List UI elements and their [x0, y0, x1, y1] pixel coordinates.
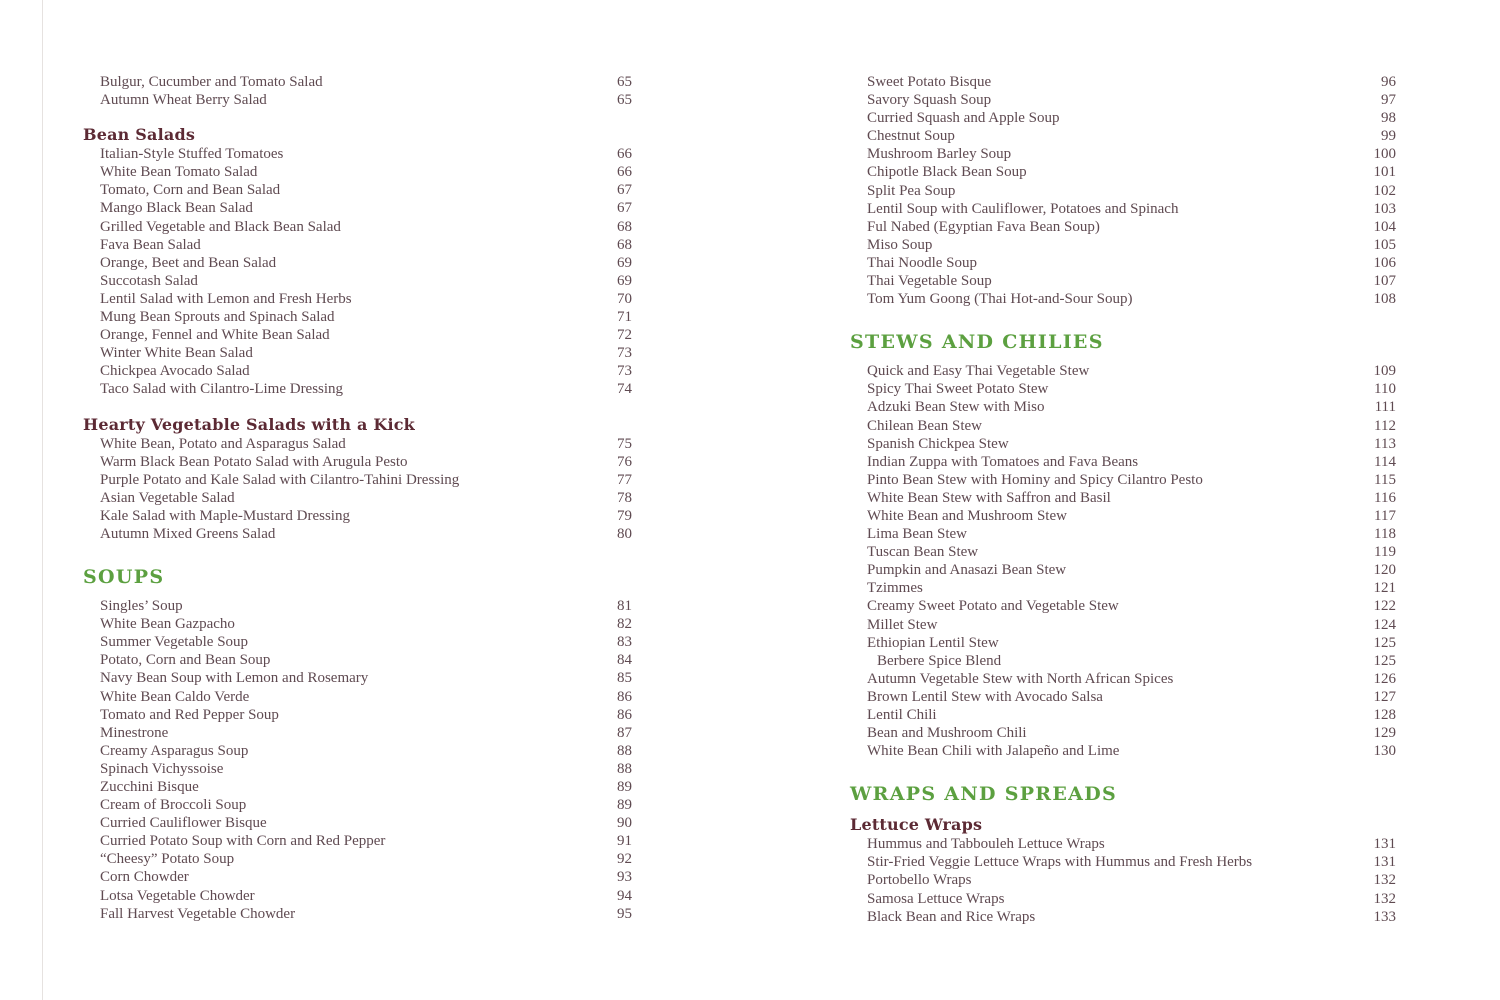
page-number: 128 [1373, 707, 1396, 723]
toc-entry [83, 796, 632, 814]
recipe-title: Purple Potato and Kale Salad with Cilantro-Tahini Dressing [100, 471, 460, 488]
toc-entry [850, 489, 1396, 507]
recipe-title: Lotsa Vegetable Chowder [100, 887, 255, 904]
page-number: 130 [1373, 743, 1396, 760]
page-number: 88 [617, 742, 632, 759]
page-number: 98 [1381, 110, 1396, 127]
page-number: 92 [617, 851, 632, 868]
recipe-title: Warm Black Bean Potato Salad with Arugula Pesto [100, 453, 408, 470]
page-number: 108 [1373, 291, 1396, 308]
page-number: 73 [617, 345, 632, 362]
toc-entry [83, 91, 632, 109]
toc-entry [83, 633, 632, 651]
toc-entry [83, 453, 632, 471]
page-number: 107 [1373, 273, 1396, 290]
toc-entry [850, 507, 1396, 525]
recipe-title: Indian Zuppa with Tomatoes and Fava Beans [867, 453, 1139, 470]
toc-entry [850, 616, 1396, 634]
recipe-title: Potato, Corn and Bean Soup [100, 652, 271, 669]
recipe-title: Fava Bean Salad [100, 236, 201, 253]
toc-entry [850, 200, 1396, 218]
toc-entry [83, 905, 632, 923]
page-number: 129 [1373, 725, 1396, 742]
page-number: 70 [617, 290, 632, 307]
toc-entry [83, 145, 632, 163]
recipe-title: Portobello Wraps [867, 872, 972, 889]
page-number: 66 [617, 164, 632, 181]
recipe-title: Creamy Asparagus Soup [100, 742, 249, 759]
toc-entry [83, 218, 632, 236]
toc-entry [83, 272, 632, 290]
page-number: 88 [617, 760, 632, 777]
page-number: 94 [617, 887, 632, 904]
toc-entry [83, 742, 632, 760]
recipe-title: Minestrone [100, 724, 169, 741]
page-number: 109 [1373, 363, 1396, 380]
recipe-title: Tomato and Red Pepper Soup [100, 706, 279, 723]
toc-entry [850, 835, 1396, 853]
page-number: 65 [617, 92, 632, 109]
recipe-title: Mango Black Bean Salad [100, 200, 253, 217]
recipe-title: Samosa Lettuce Wraps [867, 890, 1005, 907]
recipe-title: Tomato, Corn and Bean Salad [100, 182, 281, 199]
page-number: 127 [1373, 688, 1396, 705]
page-number: 104 [1373, 218, 1396, 235]
section-heading-stews-and-chilies: STEWS AND CHILIES [850, 331, 1104, 354]
toc-entry [850, 525, 1396, 543]
toc-entry [850, 73, 1396, 91]
toc-entry [850, 218, 1396, 236]
page-number: 74 [617, 381, 632, 398]
page-number: 122 [1373, 598, 1396, 615]
recipe-title: Lentil Chili [867, 707, 937, 723]
recipe-title: Lentil Soup with Cauliflower, Potatoes and Spinach [867, 200, 1179, 217]
page-number: 115 [1374, 471, 1396, 488]
page-number: 110 [1374, 381, 1396, 398]
recipe-title: Chestnut Soup [867, 128, 955, 145]
page-number: 103 [1373, 200, 1396, 217]
toc-entry [850, 742, 1396, 760]
toc-entry [850, 652, 1396, 670]
page-number: 89 [617, 797, 632, 814]
recipe-title: Split Pea Soup [867, 182, 956, 199]
toc-entry [83, 615, 632, 633]
toc-entry [83, 308, 632, 326]
page-number: 96 [1381, 74, 1396, 90]
page-number: 101 [1373, 164, 1396, 181]
toc-entry [83, 814, 632, 832]
page-number: 132 [1373, 872, 1396, 889]
page-number: 99 [1381, 128, 1396, 145]
toc-entry [83, 887, 632, 905]
recipe-title: Asian Vegetable Salad [100, 489, 235, 506]
toc-entry [850, 109, 1396, 127]
recipe-title: Black Bean and Rice Wraps [867, 908, 1036, 925]
toc-entry [850, 290, 1396, 308]
page-number: 120 [1373, 562, 1396, 579]
page-number: 131 [1373, 854, 1396, 871]
section-heading-wraps-and-spreads: WRAPS AND SPREADS [850, 783, 1118, 806]
page-number: 84 [617, 652, 632, 669]
toc-entry [850, 597, 1396, 615]
page-number: 83 [617, 634, 632, 651]
recipe-title: Succotash Salad [100, 272, 198, 289]
page-number: 102 [1373, 182, 1396, 199]
recipe-title: Sweet Potato Bisque [867, 74, 992, 90]
page-number: 80 [617, 525, 632, 542]
recipe-title: Winter White Bean Salad [100, 345, 253, 362]
page-number: 68 [617, 218, 632, 235]
section-heading-soups: SOUPS [83, 566, 165, 589]
page-number: 76 [617, 453, 632, 470]
toc-entry [83, 380, 632, 398]
page-number: 113 [1374, 435, 1396, 452]
recipe-title: White Bean Chili with Jalapeño and Lime [867, 743, 1120, 760]
toc-entry [83, 435, 632, 453]
page-number: 68 [617, 236, 632, 253]
toc-entry [83, 868, 632, 886]
page-number: 116 [1374, 489, 1396, 506]
page-number: 86 [617, 706, 632, 723]
recipe-title: Corn Chowder [100, 869, 189, 886]
toc-entry [850, 453, 1396, 471]
recipe-title: Thai Noodle Soup [867, 254, 977, 271]
toc-entry [850, 724, 1396, 742]
page-number: 87 [617, 724, 632, 741]
recipe-title: Lima Bean Stew [867, 526, 967, 543]
toc-entry [850, 579, 1396, 597]
page-number: 93 [617, 869, 632, 886]
toc-entry [83, 344, 632, 362]
page-number: 78 [617, 489, 632, 506]
page-number: 118 [1374, 526, 1396, 543]
recipe-title: Orange, Fennel and White Bean Salad [100, 327, 330, 344]
recipe-title: White Bean and Mushroom Stew [867, 507, 1067, 524]
page-number: 132 [1373, 890, 1396, 907]
recipe-title: Bulgur, Cucumber and Tomato Salad [100, 74, 323, 90]
toc-entry [83, 669, 632, 687]
page-number: 114 [1374, 453, 1396, 470]
recipe-title: Curried Potato Soup with Corn and Red Pepper [100, 833, 386, 850]
toc-entry [83, 651, 632, 669]
toc-entry [83, 778, 632, 796]
page-number: 126 [1373, 670, 1396, 687]
toc-entry [850, 163, 1396, 181]
toc-entry [83, 597, 632, 615]
recipe-title: White Bean Caldo Verde [100, 688, 250, 705]
toc-entry [83, 850, 632, 868]
recipe-title: Chilean Bean Stew [867, 417, 982, 434]
page-number: 112 [1374, 417, 1396, 434]
toc-entry [850, 145, 1396, 163]
toc-entry [83, 706, 632, 724]
toc-entry [83, 724, 632, 742]
recipe-title: Pinto Bean Stew with Hominy and Spicy Cilantro Pesto [867, 471, 1203, 488]
page-number: 125 [1373, 634, 1396, 651]
toc-entry [850, 417, 1396, 435]
page-number: 71 [617, 309, 632, 326]
page-number: 90 [617, 815, 632, 832]
toc-entry [850, 435, 1396, 453]
recipe-title: Adzuki Bean Stew with Miso [867, 399, 1045, 416]
page-number: 124 [1373, 616, 1396, 633]
recipe-title: Navy Bean Soup with Lemon and Rosemary [100, 670, 369, 687]
recipe-title: Grilled Vegetable and Black Bean Salad [100, 218, 341, 235]
page-number: 69 [617, 254, 632, 271]
toc-entry [850, 543, 1396, 561]
page-number: 111 [1374, 399, 1396, 416]
page-number: 75 [617, 435, 632, 452]
recipe-title: Ethiopian Lentil Stew [867, 634, 999, 651]
toc-entry [850, 853, 1396, 871]
page-number: 67 [617, 182, 632, 199]
recipe-title: “Cheesy” Potato Soup [100, 851, 235, 868]
toc-entry [850, 908, 1396, 926]
recipe-title: Ful Nabed (Egyptian Fava Bean Soup) [867, 218, 1100, 235]
recipe-title: Chipotle Black Bean Soup [867, 164, 1027, 181]
toc-entry [83, 507, 632, 525]
page-number: 77 [617, 471, 632, 488]
recipe-title: White Bean Gazpacho [100, 616, 235, 633]
subsection-heading-bean-salads: Bean Salads [83, 125, 196, 145]
toc-entry [83, 760, 632, 778]
recipe-title: Mung Bean Sprouts and Spinach Salad [100, 309, 335, 326]
recipe-title: Tzimmes [867, 580, 923, 597]
toc-entry [83, 73, 632, 91]
page-number: 131 [1373, 836, 1396, 853]
subsection-heading-hearty-vegetable-salads-with-a-kick: Hearty Vegetable Salads with a Kick [83, 414, 415, 434]
recipe-title: Thai Vegetable Soup [867, 273, 992, 290]
page-number: 65 [617, 74, 632, 90]
recipe-title: Summer Vegetable Soup [100, 634, 249, 651]
toc-entry [850, 670, 1396, 688]
page-number: 121 [1373, 580, 1396, 597]
subsection-heading-lettuce-wraps: Lettuce Wraps [850, 815, 983, 835]
page-edge-line [42, 0, 43, 1000]
recipe-title: Kale Salad with Maple-Mustard Dressing [100, 507, 350, 524]
recipe-title: Autumn Wheat Berry Salad [100, 92, 267, 109]
toc-entry [850, 871, 1396, 889]
toc-entry [83, 181, 632, 199]
page-number: 69 [617, 272, 632, 289]
toc-entry [850, 706, 1396, 724]
recipe-title: Brown Lentil Stew with Avocado Salsa [867, 688, 1103, 705]
recipe-title: Spanish Chickpea Stew [867, 435, 1009, 452]
recipe-title: White Bean, Potato and Asparagus Salad [100, 435, 346, 452]
recipe-title: Autumn Mixed Greens Salad [100, 525, 276, 542]
toc-entry [83, 254, 632, 272]
toc-entry [850, 890, 1396, 908]
toc-entry [850, 380, 1396, 398]
recipe-title: Spicy Thai Sweet Potato Stew [867, 381, 1049, 398]
page-number: 95 [617, 905, 632, 922]
page-number: 105 [1373, 236, 1396, 253]
page-number: 66 [617, 146, 632, 163]
page-number: 125 [1373, 652, 1396, 669]
recipe-title: Savory Squash Soup [867, 92, 992, 109]
page-number: 85 [617, 670, 632, 687]
toc-entry [850, 91, 1396, 109]
toc-entry [83, 832, 632, 850]
page-number: 100 [1373, 146, 1396, 163]
page-number: 117 [1374, 507, 1396, 524]
toc-entry [83, 471, 632, 489]
toc-entry [850, 362, 1396, 380]
page-number: 86 [617, 688, 632, 705]
recipe-title: Italian-Style Stuffed Tomatoes [100, 146, 284, 163]
recipe-title: Chickpea Avocado Salad [100, 363, 250, 380]
recipe-title: Spinach Vichyssoise [100, 760, 224, 777]
recipe-title: Pumpkin and Anasazi Bean Stew [867, 562, 1067, 579]
recipe-title: Stir-Fried Veggie Lettuce Wraps with Hummus and Fresh Herbs [867, 854, 1253, 871]
page-number: 106 [1373, 254, 1396, 271]
page-number: 79 [617, 507, 632, 524]
recipe-title: Millet Stew [867, 616, 938, 633]
page-number: 97 [1381, 92, 1396, 109]
toc-entry [850, 254, 1396, 272]
recipe-title: Curried Cauliflower Bisque [100, 815, 267, 832]
recipe-title: White Bean Stew with Saffron and Basil [867, 489, 1111, 506]
recipe-title: Berbere Spice Blend [877, 652, 1002, 669]
toc-entry [850, 182, 1396, 200]
toc-entry [83, 290, 632, 308]
toc-entry [850, 561, 1396, 579]
toc-column-right [850, 73, 1396, 926]
toc-entry [850, 688, 1396, 706]
toc-entry [83, 362, 632, 380]
recipe-title: Curried Squash and Apple Soup [867, 110, 1060, 127]
recipe-title: Lentil Salad with Lemon and Fresh Herbs [100, 290, 352, 307]
recipe-title: Autumn Vegetable Stew with North African Spices [867, 670, 1174, 687]
toc-entry [83, 525, 632, 543]
recipe-title: Mushroom Barley Soup [867, 146, 1012, 163]
page-number: 73 [617, 363, 632, 380]
recipe-title: Miso Soup [867, 236, 933, 253]
toc-entry [850, 272, 1396, 290]
toc-entry [850, 398, 1396, 416]
toc-entry [83, 489, 632, 507]
recipe-title: Singles’ Soup [100, 598, 183, 615]
toc-entry [83, 326, 632, 344]
page-number: 91 [617, 833, 632, 850]
recipe-title: Tuscan Bean Stew [867, 544, 979, 561]
toc-entry [850, 634, 1396, 652]
recipe-title: Taco Salad with Cilantro-Lime Dressing [100, 381, 344, 398]
toc-entry [850, 236, 1396, 254]
toc-entry [83, 199, 632, 217]
page-number: 119 [1374, 544, 1396, 561]
recipe-title: Tom Yum Goong (Thai Hot-and-Sour Soup) [867, 291, 1133, 308]
page-number: 67 [617, 200, 632, 217]
recipe-title: White Bean Tomato Salad [100, 164, 258, 181]
recipe-title: Fall Harvest Vegetable Chowder [100, 905, 296, 922]
page-number: 89 [617, 779, 632, 795]
recipe-title: Cream of Broccoli Soup [100, 797, 247, 814]
toc-entry [83, 236, 632, 254]
recipe-title: Creamy Sweet Potato and Vegetable Stew [867, 598, 1119, 615]
recipe-title: Bean and Mushroom Chili [867, 725, 1027, 742]
toc-entry [850, 127, 1396, 145]
recipe-title: Quick and Easy Thai Vegetable Stew [867, 363, 1090, 380]
page-number: 133 [1373, 908, 1396, 925]
recipe-title: Hummus and Tabbouleh Lettuce Wraps [867, 836, 1105, 853]
page-number: 82 [617, 616, 632, 633]
recipe-title: Zucchini Bisque [100, 779, 199, 795]
page-number: 81 [617, 598, 632, 615]
toc-column-left [83, 73, 632, 923]
toc-entry [850, 471, 1396, 489]
toc-entry [83, 688, 632, 706]
recipe-title: Orange, Beet and Bean Salad [100, 254, 277, 271]
page-number: 72 [617, 327, 632, 344]
toc-entry [83, 163, 632, 181]
